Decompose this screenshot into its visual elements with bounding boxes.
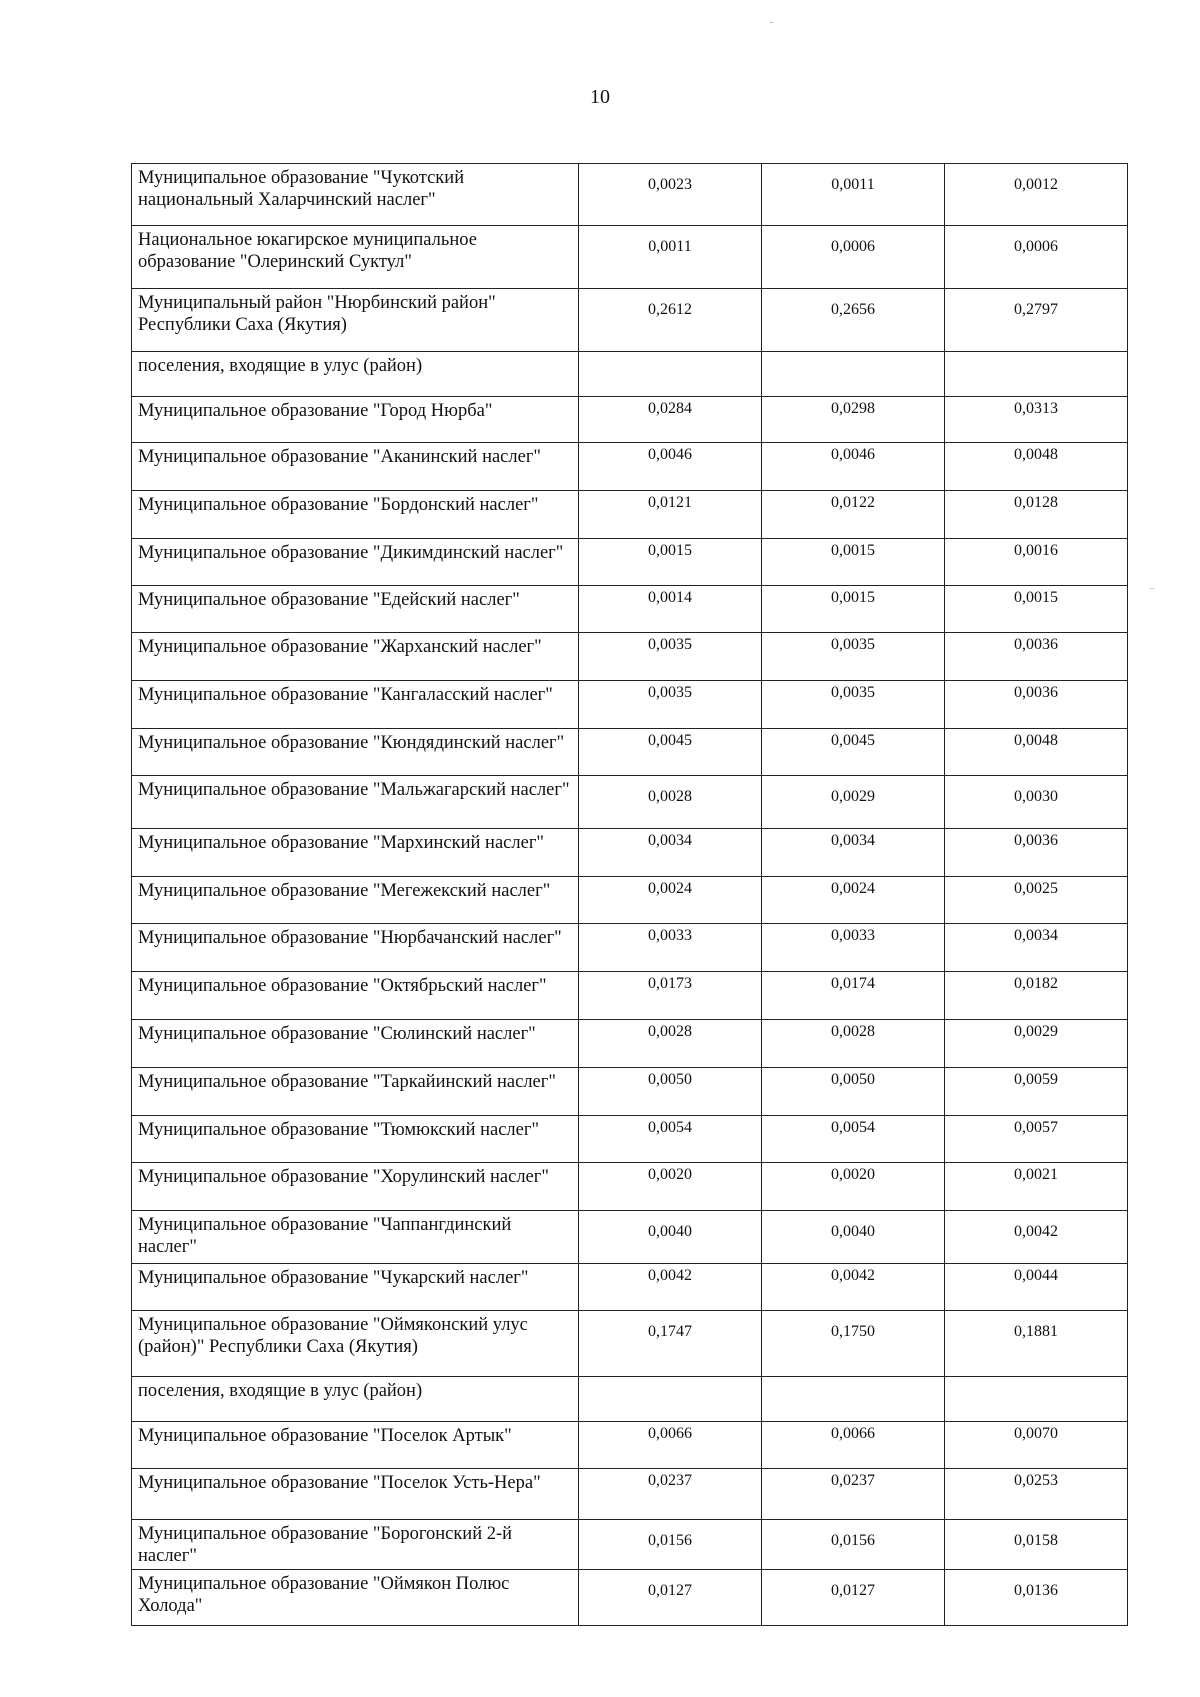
- value-text: 0,0050: [648, 1071, 692, 1088]
- table-row: [132, 633, 1128, 681]
- value-text: 0,0158: [1014, 1532, 1058, 1549]
- value-text: 0,0156: [648, 1532, 692, 1549]
- table-row: [132, 443, 1128, 491]
- value-text: 0,2612: [648, 301, 692, 318]
- municipality-name-cell: Муниципальное образование "Чаппангдинский наслег": [132, 1211, 579, 1264]
- value-cell-1: [579, 164, 762, 226]
- municipality-name-cell: Муниципальное образование "Оймяконский улус (район)" Республики Саха (Якутия): [132, 1311, 579, 1377]
- value-text: 0,0156: [831, 1532, 875, 1549]
- value-text: 0,0024: [648, 880, 692, 897]
- municipality-name-cell: Муниципальное образование "Чукарский наслег": [132, 1264, 579, 1311]
- value-cell-3: [945, 1020, 1128, 1068]
- value-text: 0,0034: [1014, 927, 1058, 944]
- value-text: 0,0015: [648, 542, 692, 559]
- value-text: 0,0028: [648, 1023, 692, 1040]
- value-cell-2: [762, 1422, 945, 1469]
- value-cell-3: [945, 972, 1128, 1020]
- table-row: [132, 397, 1128, 443]
- value-text: 0,0036: [1014, 832, 1058, 849]
- value-text: 0,0015: [831, 589, 875, 606]
- value-cell-2: [762, 1116, 945, 1163]
- municipality-name-cell: Муниципальное образование "Поселок Усть-Нера": [132, 1469, 579, 1520]
- value-text: 0,0024: [831, 880, 875, 897]
- value-text: 0,0011: [831, 176, 875, 193]
- value-text: 0,0036: [1014, 636, 1058, 653]
- value-text: 0,0023: [648, 176, 692, 193]
- value-text: 0,0006: [831, 238, 875, 255]
- value-cell-3: [945, 539, 1128, 586]
- value-cell-2: [762, 1264, 945, 1311]
- value-cell-2: [762, 1068, 945, 1116]
- municipality-name-cell: Муниципальный район "Нюрбинский район" Республики Саха (Якутия): [132, 289, 579, 352]
- value-cell-2: [762, 226, 945, 289]
- value-text: 0,0034: [831, 832, 875, 849]
- value-cell-1: [579, 352, 762, 397]
- value-cell-1: [579, 681, 762, 729]
- municipality-name-cell: Муниципальное образование "Мархинский наслег": [132, 829, 579, 877]
- value-text: 0,0174: [831, 975, 875, 992]
- municipality-name-cell: Национальное юкагирское муниципальное образование "Олеринский Суктул": [132, 226, 579, 289]
- value-text: 0,0021: [1014, 1166, 1058, 1183]
- value-cell-2: [762, 776, 945, 829]
- value-cell-1: [579, 829, 762, 877]
- value-text: 0,0016: [1014, 542, 1058, 559]
- table-row: [132, 1377, 1128, 1422]
- municipality-name-cell: Муниципальное образование "Кангаласский наслег": [132, 681, 579, 729]
- value-text: 0,0044: [1014, 1267, 1058, 1284]
- value-text: 0,2797: [1014, 301, 1058, 318]
- value-cell-3: [945, 1163, 1128, 1211]
- value-text: 0,0313: [1014, 400, 1058, 417]
- value-text: 0,0015: [831, 542, 875, 559]
- value-text: 0,0040: [831, 1223, 875, 1240]
- scan-speck: [1150, 588, 1154, 589]
- value-text: 0,0035: [648, 684, 692, 701]
- value-cell-1: [579, 776, 762, 829]
- value-cell-2: [762, 397, 945, 443]
- value-cell-2: [762, 1211, 945, 1264]
- value-cell-3: [945, 633, 1128, 681]
- value-cell-2: [762, 1020, 945, 1068]
- value-cell-1: [579, 1020, 762, 1068]
- value-text: 0,1747: [648, 1323, 692, 1340]
- value-cell-2: [762, 1311, 945, 1377]
- value-cell-1: [579, 1520, 762, 1570]
- value-cell-1: [579, 633, 762, 681]
- value-cell-3: [945, 443, 1128, 491]
- table-body: [132, 164, 1128, 1626]
- value-text: 0,1750: [831, 1323, 875, 1340]
- value-text: 0,0034: [648, 832, 692, 849]
- value-text: 0,0136: [1014, 1582, 1058, 1599]
- value-cell-3: [945, 681, 1128, 729]
- value-cell-2: [762, 633, 945, 681]
- value-text: 0,0298: [831, 400, 875, 417]
- municipality-name-cell: Муниципальное образование "Борогонский 2-й наслег": [132, 1520, 579, 1570]
- table-row: [132, 1469, 1128, 1520]
- value-cell-1: [579, 491, 762, 539]
- value-cell-2: [762, 829, 945, 877]
- value-cell-3: [945, 352, 1128, 397]
- value-text: 0,0066: [831, 1425, 875, 1442]
- table-row: [132, 539, 1128, 586]
- value-text: 0,0029: [831, 788, 875, 805]
- value-cell-1: [579, 289, 762, 352]
- value-text: 0,0020: [648, 1166, 692, 1183]
- table-row: [132, 681, 1128, 729]
- table-row: [132, 352, 1128, 397]
- table-row: [132, 877, 1128, 924]
- table-row: [132, 776, 1128, 829]
- table-row: [132, 1116, 1128, 1163]
- value-text: 0,0028: [648, 788, 692, 805]
- value-text: 0,0042: [648, 1267, 692, 1284]
- value-text: 0,0128: [1014, 494, 1058, 511]
- value-cell-1: [579, 1422, 762, 1469]
- value-text: 0,0045: [831, 732, 875, 749]
- value-text: 0,0012: [1014, 176, 1058, 193]
- value-cell-3: [945, 1311, 1128, 1377]
- value-text: 0,0054: [831, 1119, 875, 1136]
- table-row: [132, 972, 1128, 1020]
- municipality-name-cell: поселения, входящие в улус (район): [132, 1377, 579, 1422]
- value-text: 0,0284: [648, 400, 692, 417]
- table-row: [132, 924, 1128, 972]
- table-row: [132, 1163, 1128, 1211]
- value-cell-3: [945, 1264, 1128, 1311]
- value-text: 0,0253: [1014, 1472, 1058, 1489]
- value-cell-2: [762, 1163, 945, 1211]
- value-text: 0,0035: [831, 636, 875, 653]
- value-cell-3: [945, 289, 1128, 352]
- value-cell-3: [945, 877, 1128, 924]
- municipality-name-cell: Муниципальное образование "Мальжагарский наслег": [132, 776, 579, 829]
- value-cell-3: [945, 1377, 1128, 1422]
- value-cell-2: [762, 1377, 945, 1422]
- municipality-name-cell: Муниципальное образование "Аканинский наслег": [132, 443, 579, 491]
- value-cell-3: [945, 776, 1128, 829]
- value-cell-1: [579, 1116, 762, 1163]
- value-cell-3: [945, 397, 1128, 443]
- table-row: [132, 1311, 1128, 1377]
- value-cell-2: [762, 539, 945, 586]
- value-cell-3: [945, 164, 1128, 226]
- value-text: 0,0127: [831, 1582, 875, 1599]
- municipality-name-cell: Муниципальное образование "Едейский наслег": [132, 586, 579, 633]
- municipality-name-cell: Муниципальное образование "Бордонский наслег": [132, 491, 579, 539]
- value-text: 0,0015: [1014, 589, 1058, 606]
- value-text: 0,0050: [831, 1071, 875, 1088]
- value-text: 0,2656: [831, 301, 875, 318]
- value-cell-2: [762, 1570, 945, 1626]
- municipality-name-cell: Муниципальное образование "Тюмюкский наслег": [132, 1116, 579, 1163]
- value-text: 0,1881: [1014, 1323, 1058, 1340]
- value-cell-3: [945, 924, 1128, 972]
- value-cell-1: [579, 1211, 762, 1264]
- table-row: [132, 1422, 1128, 1469]
- table-row: [132, 1520, 1128, 1570]
- municipality-name-cell: Муниципальное образование "Поселок Артык": [132, 1422, 579, 1469]
- value-cell-2: [762, 681, 945, 729]
- table-row: [132, 226, 1128, 289]
- value-text: 0,0054: [648, 1119, 692, 1136]
- value-cell-3: [945, 1422, 1128, 1469]
- value-text: 0,0042: [1014, 1223, 1058, 1240]
- value-cell-3: [945, 829, 1128, 877]
- table-row: [132, 1570, 1128, 1626]
- value-cell-3: [945, 1211, 1128, 1264]
- value-cell-3: [945, 1068, 1128, 1116]
- value-text: 0,0173: [648, 975, 692, 992]
- value-cell-1: [579, 226, 762, 289]
- value-cell-1: [579, 1311, 762, 1377]
- value-cell-1: [579, 877, 762, 924]
- value-text: 0,0033: [648, 927, 692, 944]
- municipality-name-cell: Муниципальное образование "Октябрьский наслег": [132, 972, 579, 1020]
- value-text: 0,0020: [831, 1166, 875, 1183]
- value-cell-3: [945, 1116, 1128, 1163]
- value-text: 0,0121: [648, 494, 692, 511]
- table-row: [132, 1264, 1128, 1311]
- value-cell-1: [579, 972, 762, 1020]
- table-row: [132, 1211, 1128, 1264]
- municipality-name-cell: Муниципальное образование "Кюндядинский наслег": [132, 729, 579, 776]
- value-cell-2: [762, 924, 945, 972]
- value-text: 0,0127: [648, 1582, 692, 1599]
- page-number: 10: [590, 86, 610, 108]
- value-text: 0,0042: [831, 1267, 875, 1284]
- value-cell-3: [945, 491, 1128, 539]
- municipality-name-cell: Муниципальное образование "Жарханский наслег": [132, 633, 579, 681]
- value-cell-3: [945, 586, 1128, 633]
- value-text: 0,0066: [648, 1425, 692, 1442]
- value-text: 0,0070: [1014, 1425, 1058, 1442]
- value-cell-1: [579, 1163, 762, 1211]
- value-text: 0,0035: [648, 636, 692, 653]
- value-text: 0,0036: [1014, 684, 1058, 701]
- table-row: [132, 729, 1128, 776]
- municipality-name-cell: Муниципальное образование "Сюлинский наслег": [132, 1020, 579, 1068]
- value-text: 0,0030: [1014, 788, 1058, 805]
- value-text: 0,0014: [648, 589, 692, 606]
- value-cell-2: [762, 1469, 945, 1520]
- value-cell-2: [762, 491, 945, 539]
- municipality-name-cell: Муниципальное образование "Нюрбачанский наслег": [132, 924, 579, 972]
- value-text: 0,0048: [1014, 446, 1058, 463]
- municipality-name-cell: Муниципальное образование "Дикимдинский наслег": [132, 539, 579, 586]
- value-cell-3: [945, 729, 1128, 776]
- value-text: 0,0040: [648, 1223, 692, 1240]
- table-row: [132, 829, 1128, 877]
- municipality-name-cell: Муниципальное образование "Хорулинский наслег": [132, 1163, 579, 1211]
- value-cell-1: [579, 1570, 762, 1626]
- value-cell-2: [762, 972, 945, 1020]
- value-cell-1: [579, 586, 762, 633]
- value-cell-1: [579, 397, 762, 443]
- value-cell-1: [579, 729, 762, 776]
- value-text: 0,0182: [1014, 975, 1058, 992]
- value-cell-1: [579, 539, 762, 586]
- value-cell-2: [762, 443, 945, 491]
- value-cell-1: [579, 1469, 762, 1520]
- municipality-name-cell: Муниципальное образование "Таркайинский наслег": [132, 1068, 579, 1116]
- value-text: 0,0033: [831, 927, 875, 944]
- value-text: 0,0029: [1014, 1023, 1058, 1040]
- value-cell-2: [762, 164, 945, 226]
- value-text: 0,0045: [648, 732, 692, 749]
- value-cell-1: [579, 1377, 762, 1422]
- value-cell-2: [762, 1520, 945, 1570]
- table-row: [132, 289, 1128, 352]
- value-text: 0,0122: [831, 494, 875, 511]
- value-text: 0,0046: [648, 446, 692, 463]
- value-cell-1: [579, 1264, 762, 1311]
- table-row: [132, 164, 1128, 226]
- value-cell-2: [762, 729, 945, 776]
- value-cell-3: [945, 1520, 1128, 1570]
- table-row: [132, 1020, 1128, 1068]
- municipality-name-cell: Муниципальное образование "Город Нюрба": [132, 397, 579, 443]
- value-cell-3: [945, 1570, 1128, 1626]
- value-cell-2: [762, 289, 945, 352]
- table-row: [132, 586, 1128, 633]
- table-row: [132, 491, 1128, 539]
- value-text: 0,0057: [1014, 1119, 1058, 1136]
- value-text: 0,0025: [1014, 880, 1058, 897]
- data-table: [131, 163, 1128, 1626]
- value-text: 0,0028: [831, 1023, 875, 1040]
- value-cell-2: [762, 877, 945, 924]
- value-text: 0,0059: [1014, 1071, 1058, 1088]
- value-cell-1: [579, 924, 762, 972]
- value-text: 0,0046: [831, 446, 875, 463]
- value-text: 0,0006: [1014, 238, 1058, 255]
- municipality-name-cell: поселения, входящие в улус (район): [132, 352, 579, 397]
- value-text: 0,0048: [1014, 732, 1058, 749]
- table-row: [132, 1068, 1128, 1116]
- municipality-name-cell: Муниципальное образование "Чукотский национальный Халарчинский наслег": [132, 164, 579, 226]
- scan-speck: [770, 22, 773, 23]
- value-cell-2: [762, 352, 945, 397]
- value-cell-1: [579, 443, 762, 491]
- value-cell-2: [762, 586, 945, 633]
- value-cell-1: [579, 1068, 762, 1116]
- value-text: 0,0237: [648, 1472, 692, 1489]
- value-cell-3: [945, 1469, 1128, 1520]
- value-cell-3: [945, 226, 1128, 289]
- municipality-name-cell: Муниципальное образование "Мегежекский наслег": [132, 877, 579, 924]
- municipality-name-cell: Муниципальное образование "Оймякон Полюс Холода": [132, 1570, 579, 1626]
- value-text: 0,0011: [648, 238, 692, 255]
- value-text: 0,0035: [831, 684, 875, 701]
- value-text: 0,0237: [831, 1472, 875, 1489]
